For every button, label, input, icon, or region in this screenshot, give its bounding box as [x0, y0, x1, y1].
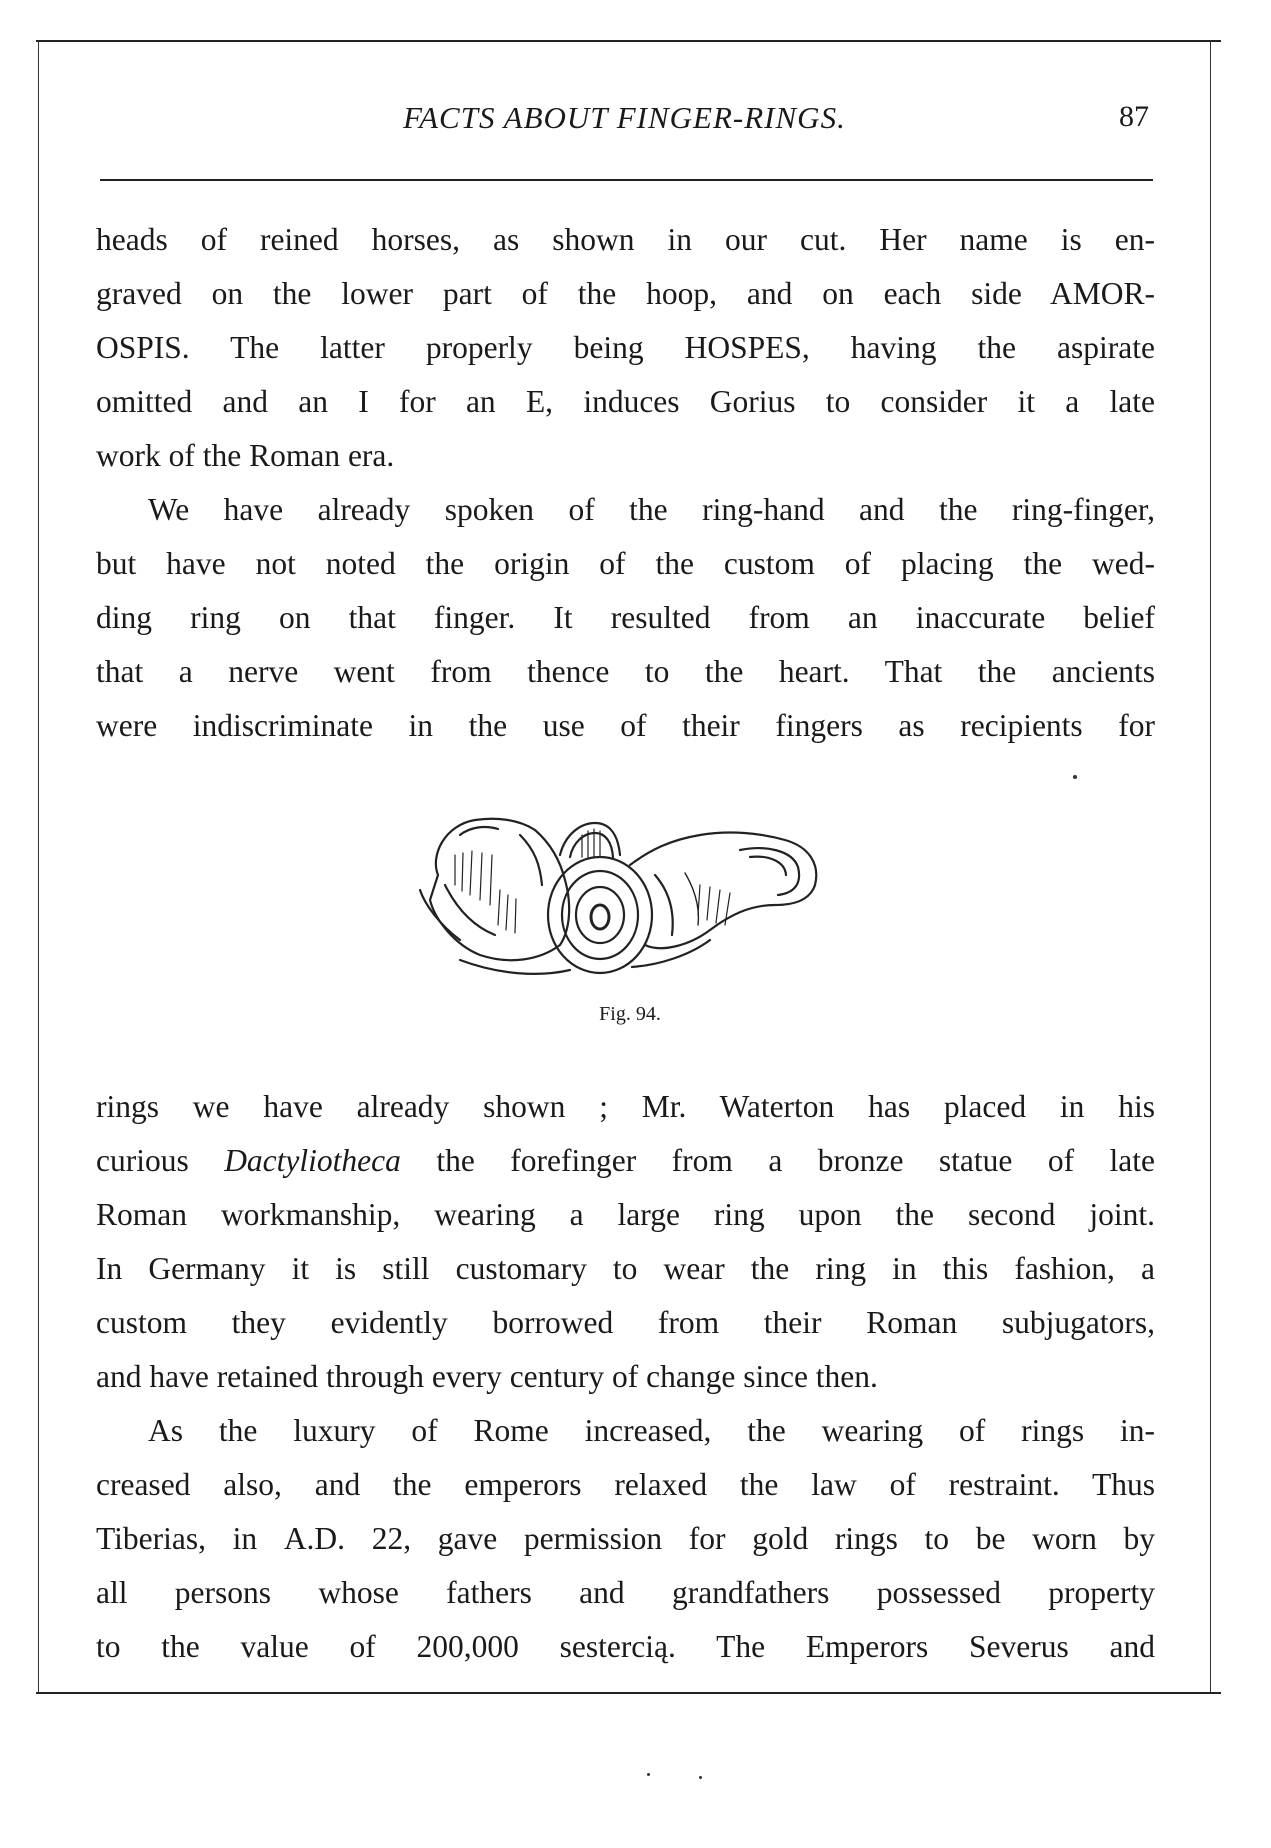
text-line: to the value of 200,000 sestercią. The Emperors Severus and [96, 1629, 1155, 1664]
text-line [96, 1134, 1155, 1188]
text-fragment: the forefinger from a bronze statue of late [400, 1143, 1155, 1178]
print-speck [647, 1773, 650, 1776]
paragraph-4 [96, 1404, 1155, 1674]
text-line: custom they evidently borrowed from their Roman subjugators, [96, 1305, 1155, 1340]
paragraph-3 [96, 1080, 1155, 1404]
text-line: heads of reined horses, as shown in our cut. Her name is en- [96, 222, 1155, 257]
text-line: but have not noted the origin of the custom of placing the wed- [96, 546, 1155, 581]
print-speck [1073, 775, 1077, 779]
text-line: omitted and an I for an E, induces Gorius to consider it a late [96, 384, 1155, 419]
text-line: OSPIS. The latter properly being HOSPES, having the aspirate [96, 330, 1155, 365]
text-line: Roman workmanship, wearing a large ring upon the second joint. [96, 1197, 1155, 1232]
frame-rule-left [38, 40, 39, 1692]
paragraph-1 [96, 213, 1155, 483]
text-line: ding ring on that finger. It resulted from an inaccurate belief [96, 600, 1155, 635]
frame-rule-top [36, 40, 1221, 42]
text-line: In Germany it is still customary to wear the ring in this fashion, a [96, 1251, 1155, 1286]
text-line: that a nerve went from thence to the heart. That the ancients [96, 654, 1155, 689]
text-fragment: Tiberias, in [96, 1521, 284, 1556]
print-speck [699, 1776, 702, 1779]
running-title: FACTS ABOUT FINGER-RINGS. [403, 100, 846, 135]
frame-rule-right [1210, 40, 1211, 1692]
text-block-upper [96, 213, 1155, 753]
text-line: graved on the lower part of the hoop, and on each side AMOR- [96, 276, 1155, 311]
figure-caption: Fig. 94. [599, 1003, 661, 1025]
text-line: and have retained through every century of change since then. [96, 1359, 878, 1394]
text-line: We have already spoken of the ring-hand and the ring-finger, [148, 492, 1155, 527]
text-line: all persons whose fathers and grandfathers possessed property [96, 1575, 1155, 1610]
text-block-lower [96, 1080, 1155, 1674]
paragraph-2 [96, 483, 1155, 753]
page-number: 87 [1119, 100, 1149, 133]
text-fragment: curious [96, 1143, 225, 1178]
text-line: work of the Roman era. [96, 438, 395, 473]
frame-rule-bottom [36, 1692, 1221, 1694]
text-line: creased also, and the emperors relaxed the law of restraint. Thus [96, 1467, 1155, 1502]
running-head [96, 96, 1153, 146]
era-abbreviation: A.D. [283, 1521, 346, 1556]
text-line: As the luxury of Rome increased, the wearing of rings in- [148, 1413, 1155, 1448]
text-line: rings we have already shown ; Mr. Waterton has placed in his [96, 1089, 1155, 1124]
text-line: were indiscriminate in the use of their fingers as recipients for [96, 708, 1155, 743]
header-rule [100, 179, 1153, 181]
text-fragment: 22, gave permission for gold rings to be worn by [345, 1521, 1155, 1556]
finger-ring-illustration [400, 795, 860, 1005]
book-title: Dactyliotheca [224, 1143, 401, 1178]
text-line [96, 1512, 1155, 1566]
